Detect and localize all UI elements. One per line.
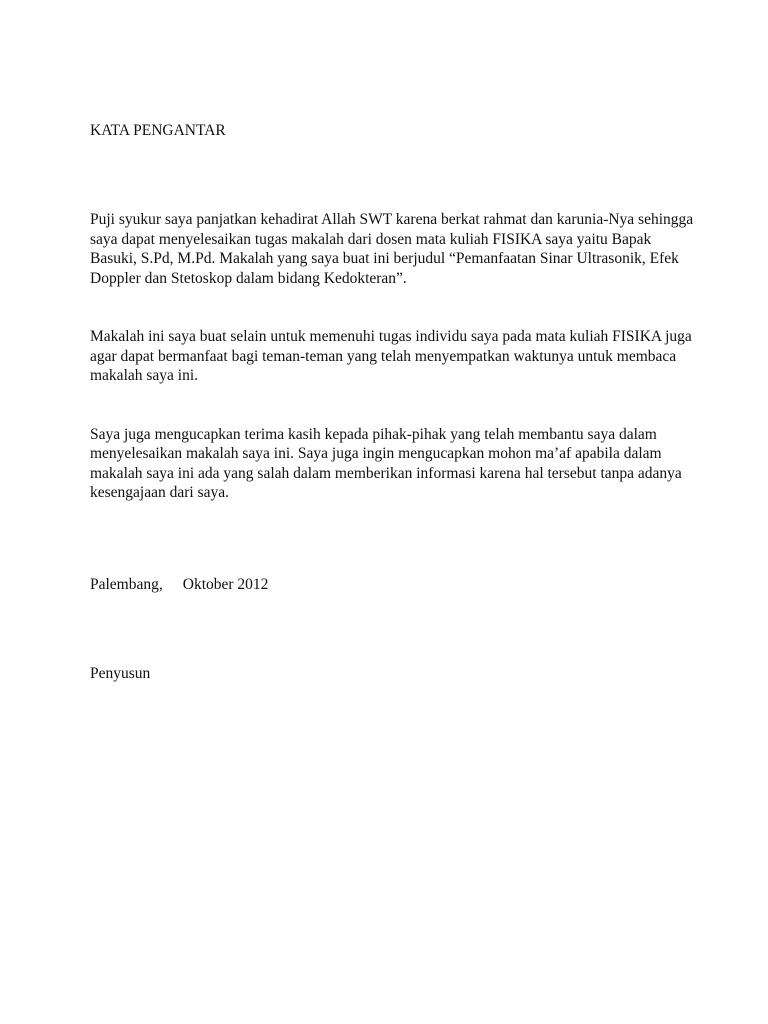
date-text: Oktober 2012	[182, 575, 269, 593]
paragraph-line: Saya juga mengucapkan terima kasih kepada pihak-pihak yang telah membantu saya dalam	[90, 425, 657, 443]
paragraph-line: saya dapat menyelesaikan tugas makalah dari dosen mata kuliah FISIKA saya yaitu Bapak	[90, 230, 652, 248]
paragraph-line: Puji syukur saya panjatkan kehadirat Allah SWT karena berkat rahmat dan karunia-Nya sehingga	[90, 211, 694, 228]
paragraph-line: menyelesaikan makalah saya ini. Saya juga ingin mengucapkan mohon ma’af apabila dalam	[90, 445, 662, 462]
place-date-line	[90, 575, 690, 594]
document-body	[90, 121, 694, 683]
paragraph-line: agar dapat bermanfaat bagi teman-teman yang telah menyempatkan waktunya untuk membaca	[90, 347, 677, 365]
place-text: Palembang,	[90, 575, 163, 593]
document-title: KATA PENGANTAR	[90, 122, 226, 139]
paragraph-line: kesengajaan dari saya.	[90, 484, 230, 501]
paragraph-line: Doppler dan Stetoskop dalam bidang Kedokteran”.	[90, 269, 407, 287]
paragraph-line: Basuki, S.Pd, M.Pd. Makalah yang saya buat ini berjudul “Pemanfaatan Sinar Ultrasonik, Efek	[90, 250, 679, 267]
paragraph-3	[90, 425, 690, 503]
paragraph-2	[90, 327, 690, 386]
paragraph-1	[90, 210, 694, 288]
paragraph-line: makalah saya ini ada yang salah dalam memberikan informasi karena hal tersebut tanpa adanya	[90, 464, 682, 482]
author-label: Penyusun	[90, 664, 151, 682]
paragraph-line: makalah saya ini.	[90, 367, 199, 384]
paragraph-line: Makalah ini saya buat selain untuk memenuhi tugas individu saya pada mata kuliah FISIKA juga	[90, 328, 692, 345]
